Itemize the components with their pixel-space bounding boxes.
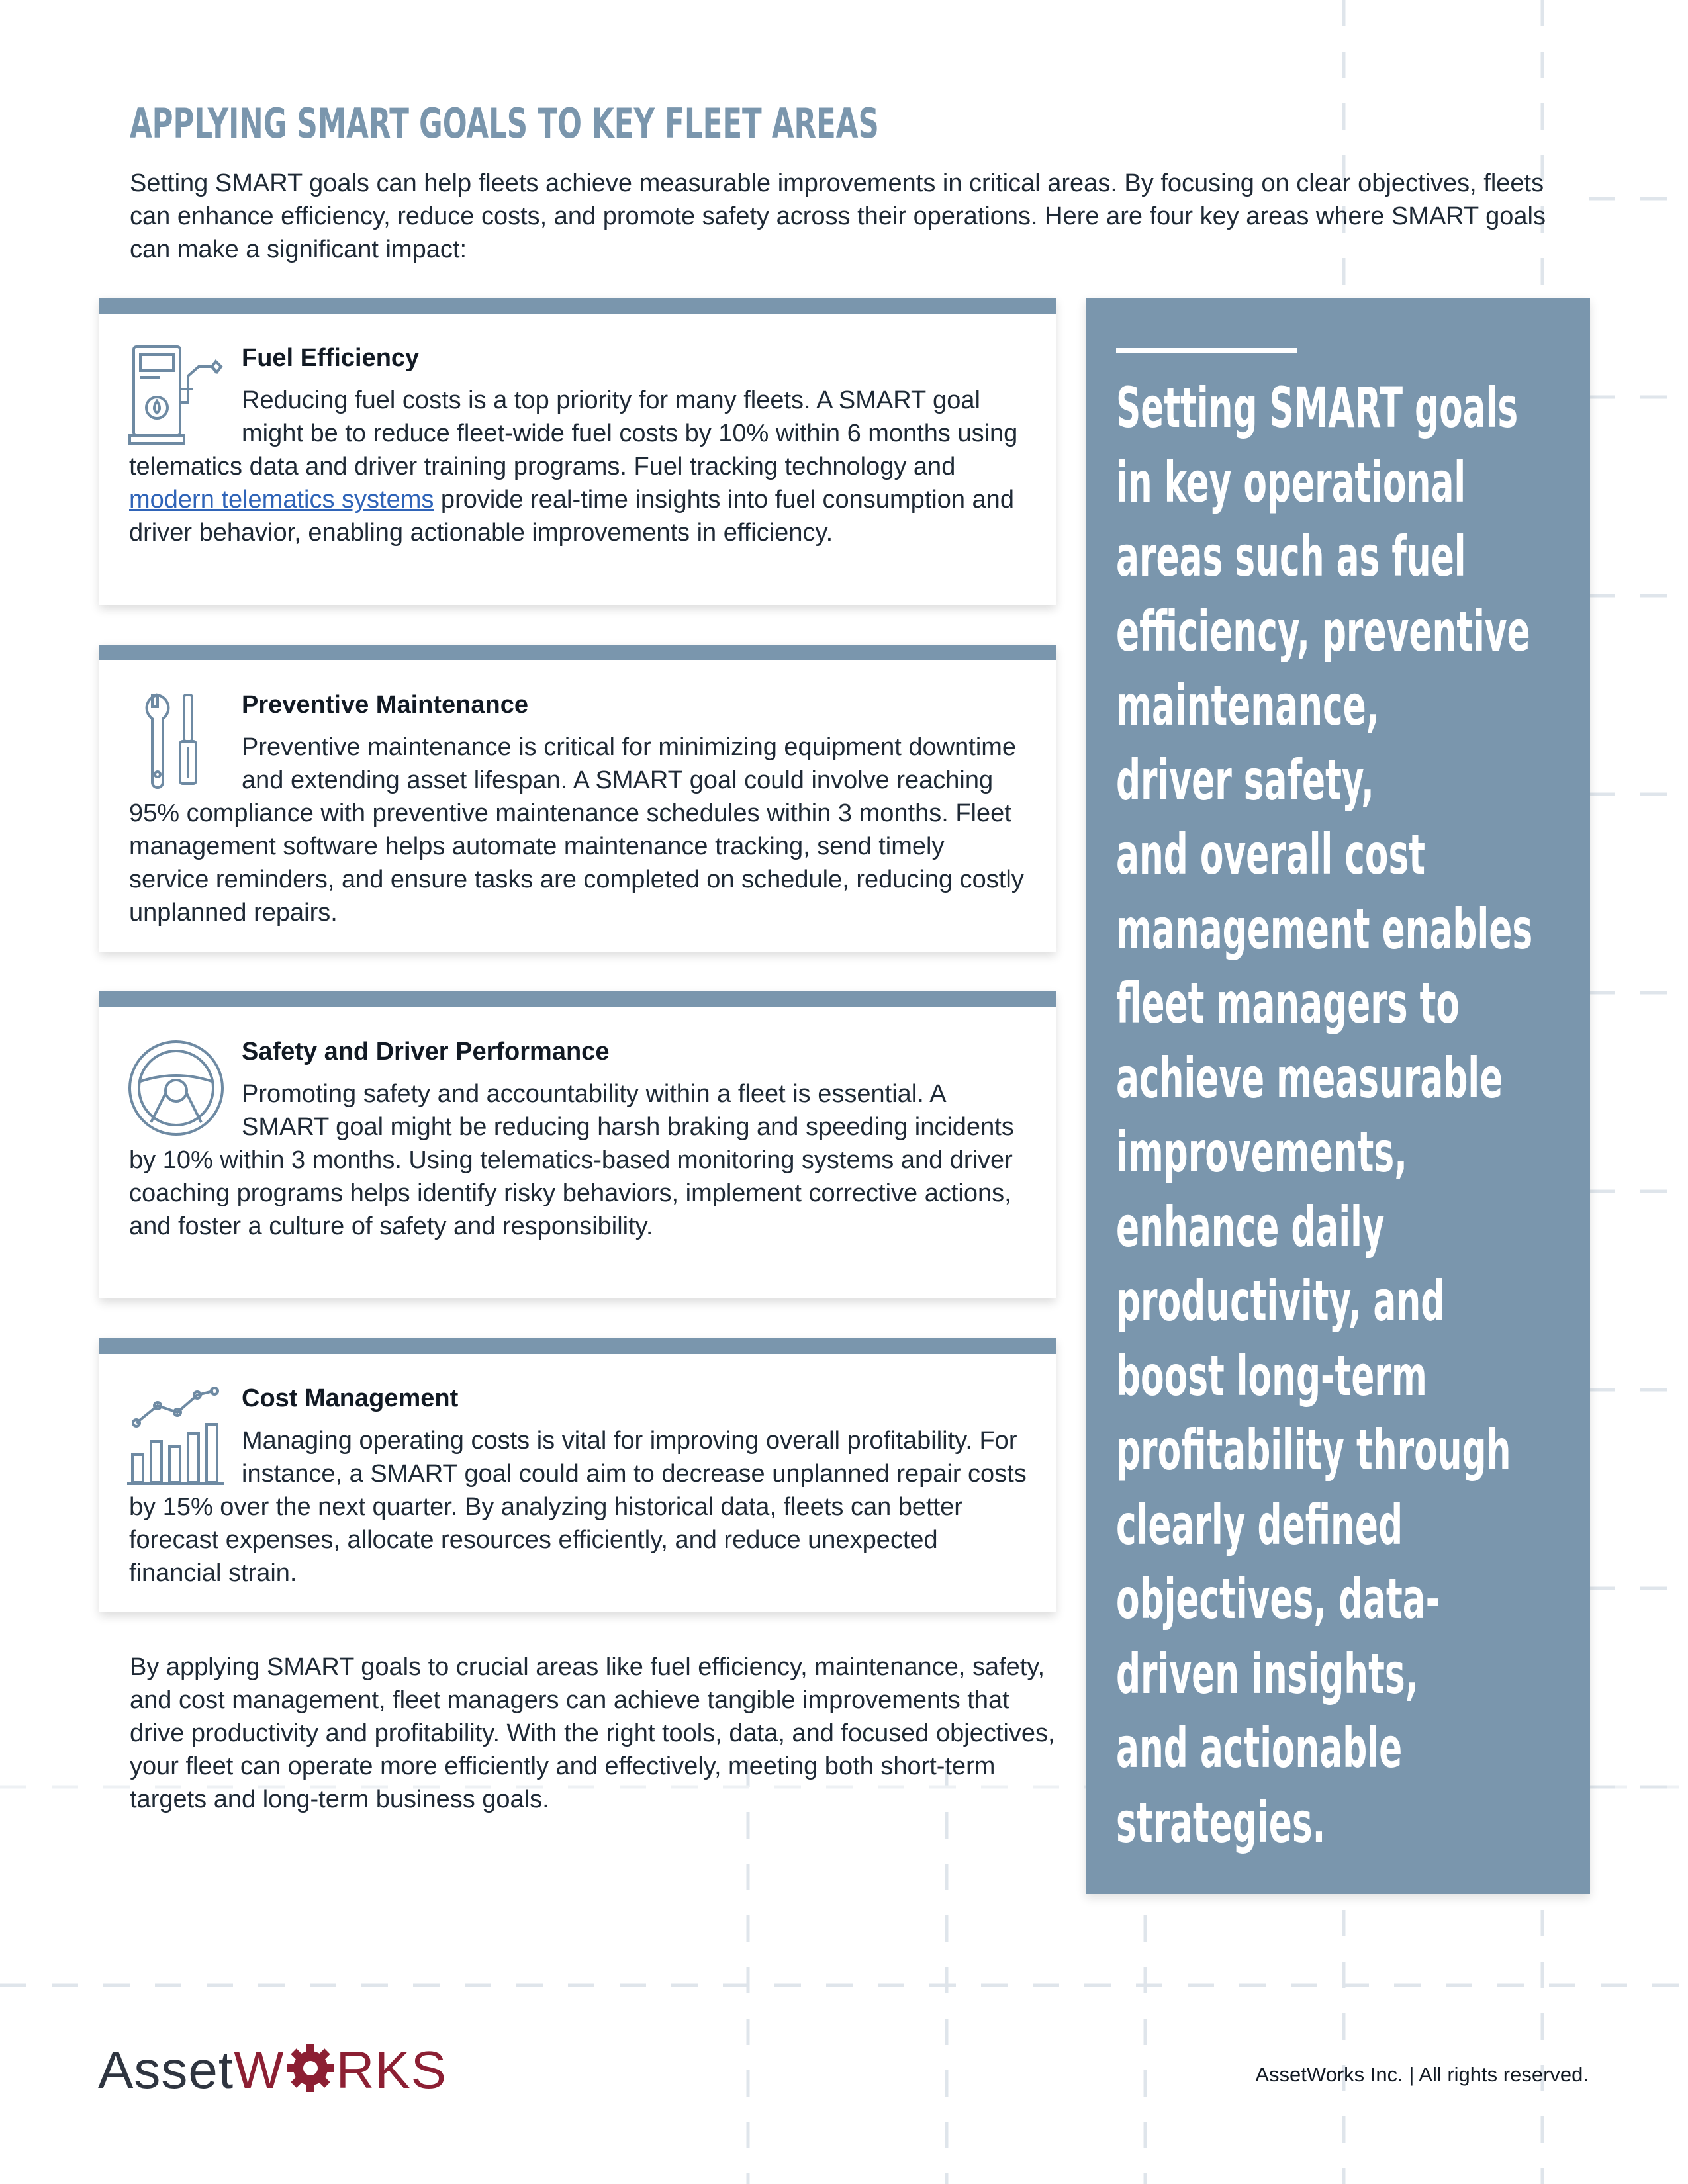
callout-line: productivity, and	[1116, 1269, 1446, 1334]
telematics-link[interactable]: modern telematics systems	[129, 486, 434, 514]
callout-line: Setting SMART goals	[1116, 375, 1519, 440]
callout-line: areas such as fuel	[1116, 524, 1466, 589]
card-title: Preventive Maintenance	[242, 691, 528, 719]
logo-wordmark	[98, 2037, 469, 2103]
callout-line: clearly defined	[1116, 1492, 1403, 1557]
card-cost-management	[99, 1338, 1056, 1612]
callout-panel	[1086, 298, 1590, 1894]
callout-line: and actionable	[1116, 1715, 1403, 1780]
assetworks-logo	[98, 2037, 469, 2103]
card-fuel-efficiency	[99, 298, 1056, 605]
card-title: Cost Management	[242, 1385, 459, 1412]
callout-line: driver safety,	[1116, 747, 1374, 813]
card-title: Fuel Efficiency	[242, 344, 420, 372]
callout-line: strategies.	[1116, 1790, 1326, 1855]
card-body-text: Managing operating costs is vital for improving overall profitability. For instance, a SMART goal could aim to decrease unplanned repair costs by 15% over the next quarter. By analyzing historical data, fleets can better forecast expenses, allocate resources efficiently, and reduce unexpected financial strain.	[129, 1427, 1027, 1587]
callout-line: driven insights,	[1116, 1641, 1419, 1706]
card-body	[129, 731, 1029, 929]
callout-line: profitability through	[1116, 1418, 1511, 1482]
callout-line: boost long-term	[1116, 1343, 1427, 1408]
callout-line: efficiency, preventive	[1116, 598, 1530, 664]
callout-line: management enables	[1116, 896, 1533, 962]
card-body	[129, 1424, 1029, 1590]
callout-text	[1116, 371, 1570, 1860]
logo-asset-text: Asset	[98, 2040, 234, 2099]
gear-icon	[285, 2043, 336, 2093]
card-safety-driver-performance	[99, 991, 1056, 1298]
callout-line: objectives, data-	[1116, 1567, 1440, 1631]
callout-divider	[1116, 348, 1297, 353]
card-body-text: Reducing fuel costs is a top priority for many fleets. A SMART goal might be to reduce fleet-wide fuel costs by 10% within 6 months using telematics data and driver training programs. Fuel tracking technology and	[129, 387, 1018, 480]
callout-line: and overall cost	[1116, 822, 1426, 887]
card-body-text: provide real-time insights into fuel consumption and driver behavior, enabling actionable improvements in efficiency.	[129, 486, 1014, 547]
callout-line: maintenance,	[1116, 673, 1380, 738]
callout-line: achieve measurable	[1116, 1045, 1503, 1111]
card-body-text: Preventive maintenance is critical for minimizing equipment downtime and extending asset lifespan. A SMART goal could involve reaching 95% compliance with preventive maintenance schedules within 3 months. Fleet management software helps automate maintenance tracking, send timely service reminders, and ensure tasks are completed on schedule, reducing costly unplanned repairs.	[129, 733, 1024, 927]
closing-paragraph: By applying SMART goals to crucial areas like fuel efficiency, maintenance, safety, and cost management, fleet managers can achieve tangible improvements that drive productivity and profitability. With the right tools, data, and focused objectives, your fleet can operate more efficiently and effectively, meeting both short-term targets and long-term business goals.	[130, 1653, 1055, 1813]
logo-w-text: W	[234, 2040, 285, 2099]
card-body	[129, 1077, 1029, 1243]
page-title: APPLYING SMART GOALS TO KEY FLEET AREAS	[130, 99, 879, 148]
logo-rks-text: RKS	[336, 2040, 447, 2099]
callout-line: fleet managers to	[1116, 971, 1460, 1036]
callout-line: improvements,	[1116, 1120, 1407, 1185]
callout-line: enhance daily	[1116, 1194, 1385, 1259]
card-body-text: Promoting safety and accountability within a fleet is essential. A SMART goal might be reducing harsh braking and speeding incidents by 10% within 3 months. Using telematics-based monitoring systems and driver coaching programs helps identify risky behaviors, implement corrective actions, and foster a culture of safety and responsibility.	[129, 1080, 1014, 1240]
intro-paragraph: Setting SMART goals can help fleets achieve measurable improvements in critical areas. By focusing on clear objectives, fleets can enhance efficiency, reduce costs, and promote safety across their operations. Here are four key areas where SMART goals can make a significant impact:	[130, 169, 1546, 263]
footer-copyright: AssetWorks Inc. | All rights reserved.	[1255, 2063, 1589, 2086]
callout-line: in key operational	[1116, 449, 1466, 515]
card-body	[129, 384, 1029, 549]
card-preventive-maintenance	[99, 645, 1056, 952]
card-title: Safety and Driver Performance	[242, 1038, 610, 1066]
